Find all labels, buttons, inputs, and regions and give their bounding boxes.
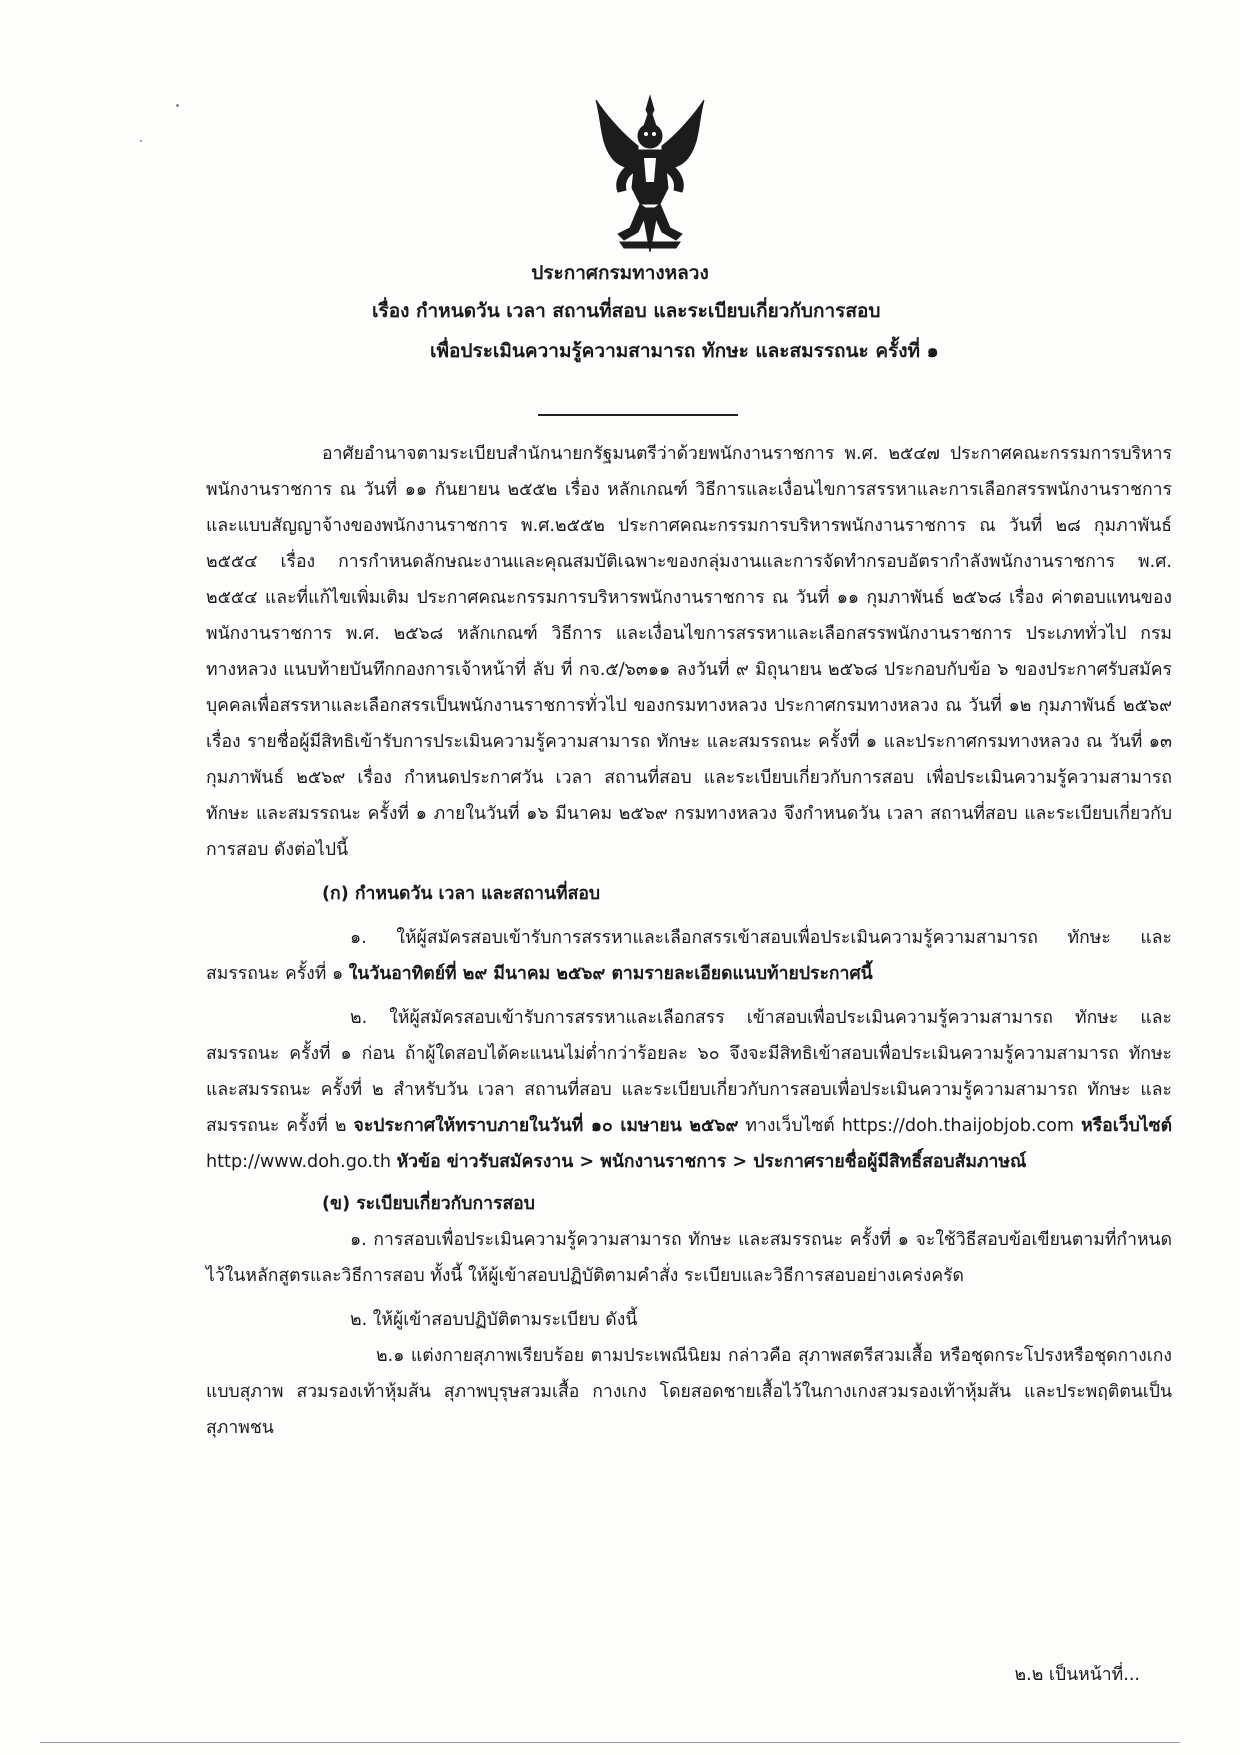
garuda-emblem-icon <box>590 92 710 262</box>
section-a-item-2-announce: จะประกาศให้ทราบภายในวันที่ ๑๐ เมษายน ๒๕๖๙ <box>353 1116 739 1136</box>
continuation-note: ๒.๒ เป็นหน้าที่... <box>1014 1665 1140 1685</box>
intro-paragraph: อาศัยอำนาจตามระเบียบสำนักนายกรัฐมนตรีว่าด้วยพนักงานราชการ พ.ศ. ๒๕๔๗ ประกาศคณะกรรมการบริหารพนักงานราชการ ณ วันที่ ๑๑ กันยายน ๒๕๕๒ เรื่อง หลักเกณฑ์ วิธีการและเงื่อนไขการสรรหาและการเลือกสรรพนักงานราชการ และแบบสัญญาจ้างของพนักงานราชการ พ.ศ.๒๕๕๒ ประกาศคณะกรรมการบริหารพนักงานราชการ ณ วันที่ ๒๘ กุมภาพันธ์ ๒๕๕๔ เรื่อง การกำหนดลักษณะงานและคุณสมบัติเฉพาะของกลุ่มงานและการจัดทำกรอบอัตรากำลังพนักงานราชการ พ.ศ. ๒๕๕๔ และที่แก้ไขเพิ่มเติม ประกาศคณะกรรมการบริหารพนักงานราชการ ณ วันที่ ๑๑ กุมภาพันธ์ ๒๕๖๘ เรื่อง ค่าตอบแทนของพนักงานราชการ พ.ศ. ๒๕๖๘ หลักเกณฑ์ วิธีการ และเงื่อนไขการสรรหาและเลือกสรรพนักงานราชการ ประเภททั่วไป กรมทางหลวง แนบท้ายบันทึกกองการเจ้าหน้าที่ ลับ ที่ กจ.๕/๖๓๑๑ ลงวันที่ ๙ มิถุนายน ๒๕๖๘ ประกอบกับข้อ ๖ ของประกาศรับสมัครบุคคลเพื่อสรรหาและเลือกสรรเป็นพนักงานราชการทั่วไป ของกรมทางหลวง ประกาศกรมทางหลวง ณ วันที่ ๑๒ กุมภาพันธ์ ๒๕๖๙ เรื่อง รายชื่อผู้มีสิทธิเข้ารับการประเมินความรู้ความสามารถ ทักษะ และสมรรถนะ ครั้งที่ ๑ และประกาศกรมทางหลวง ณ วันที่ ๑๓ กุมภาพันธ์ ๒๕๖๙ เรื่อง กำหนดประกาศวัน เวลา สถานที่สอบ และระเบียบเกี่ยวกับการสอบ เพื่อประเมินความรู้ความสามารถ ทักษะ และสมรรถนะ ครั้งที่ ๑ ภายในวันที่ ๑๖ มีนาคม ๒๕๖๙ กรมทางหลวง จึงกำหนดวัน เวลา สถานที่สอบ และระเบียบเกี่ยวกับการสอบ ดังต่อไปนี้ <box>206 444 1172 860</box>
announcement-title: ประกาศกรมทางหลวง <box>531 262 709 284</box>
section-b-item-1: ๑. การสอบเพื่อประเมินความรู้ความสามารถ ทักษะ และสมรรถนะ ครั้งที่ ๑ จะใช้วิธีสอบข้อเขียนตามที่กำหนดไว้ในหลักสูตรและวิธีการสอบ ทั้งนี้ ให้ผู้เข้าสอบปฏิบัติตามคำสั่ง ระเบียบและวิธีการสอบอย่างเคร่งครัด <box>206 1230 1172 1286</box>
section-a-item-2-path: หัวข้อ ข่าวรับสมัครงาน > พนักงานราชการ > ประกาศรายชื่อผู้มีสิทธิ์สอบสัมภาษณ์ <box>396 1152 1027 1172</box>
section-a-item-2-site: ทางเว็บไซต์ https://doh.thaijobjob.com <box>738 1116 1082 1136</box>
scan-speck <box>176 104 179 107</box>
section-a-item-1-text: ๑. ให้ผู้สมัครสอบเข้ารับการสรรหาและเลือกสรรเข้าสอบเพื่อประเมินความรู้ความสามารถ ทักษะ และสมรรถนะ ครั้งที่ ๑ <box>206 928 1172 984</box>
bottom-edge-line <box>40 1742 1180 1743</box>
section-a-item-2-or: หรือเว็บไซต์ <box>1081 1116 1172 1136</box>
document-body <box>206 436 1172 1446</box>
section-a-item-2 <box>206 1000 1172 1180</box>
scan-speck <box>140 140 142 142</box>
section-a-item-2-text: ๒. ให้ผู้สมัครสอบเข้ารับการสรรหาและเลือกสรร เข้าสอบเพื่อประเมินความรู้ความสามารถ ทักษะ และสมรรถนะ ครั้งที่ ๑ ก่อน ถ้าผู้ใดสอบได้คะแนนไม่ต่ำกว่าร้อยละ ๖๐ จึงจะมีสิทธิเข้าสอบเพื่อประเมินความรู้ความสามารถ ทักษะ และสมรรถนะ ครั้งที่ ๒ สำหรับวัน เวลา สถานที่สอบ และระเบียบเกี่ยวกับการสอบเพื่อประเมินความรู้ความสามารถ ทักษะ และสมรรถนะ ครั้งที่ ๒ <box>206 1008 1172 1136</box>
section-a-heading: (ก) กำหนดวัน เวลา และสถานที่สอบ <box>322 884 601 904</box>
section-a-item-1-date: ในวันอาทิตย์ที่ ๒๙ มีนาคม ๒๕๖๙ ตามรายละเอียดแนบท้ายประกาศนี้ <box>348 964 873 984</box>
section-a-item-2-site2: http://www.doh.go.th <box>206 1152 397 1172</box>
section-b-item-2: ๒. ให้ผู้เข้าสอบปฏิบัติตามระเบียบ ดังนี้ <box>350 1310 638 1330</box>
subject-line-2: เพื่อประเมินความรู้ความสามารถ ทักษะ และสมรรถนะ ครั้งที่ ๑ <box>430 340 939 362</box>
section-b-item-2-1: ๒.๑ แต่งกายสุภาพเรียบร้อย ตามประเพณีนิยม กล่าวคือ สุภาพสตรีสวมเสื้อ หรือชุดกระโปรงหรือชุดกางเกงแบบสุภาพ สวมรองเท้าหุ้มส้น สุภาพบุรุษสวมเสื้อ กางเกง โดยสอดชายเสื้อไว้ในกางเกงสวมรองเท้าหุ้มส้น และประพฤติตนเป็นสุภาพชน <box>206 1346 1172 1438</box>
section-a-item-1 <box>206 920 1172 992</box>
section-b-heading: (ข) ระเบียบเกี่ยวกับการสอบ <box>322 1194 535 1214</box>
subject-line: เรื่อง กำหนดวัน เวลา สถานที่สอบ และระเบียบเกี่ยวกับการสอบ <box>372 300 881 322</box>
divider <box>538 414 738 416</box>
